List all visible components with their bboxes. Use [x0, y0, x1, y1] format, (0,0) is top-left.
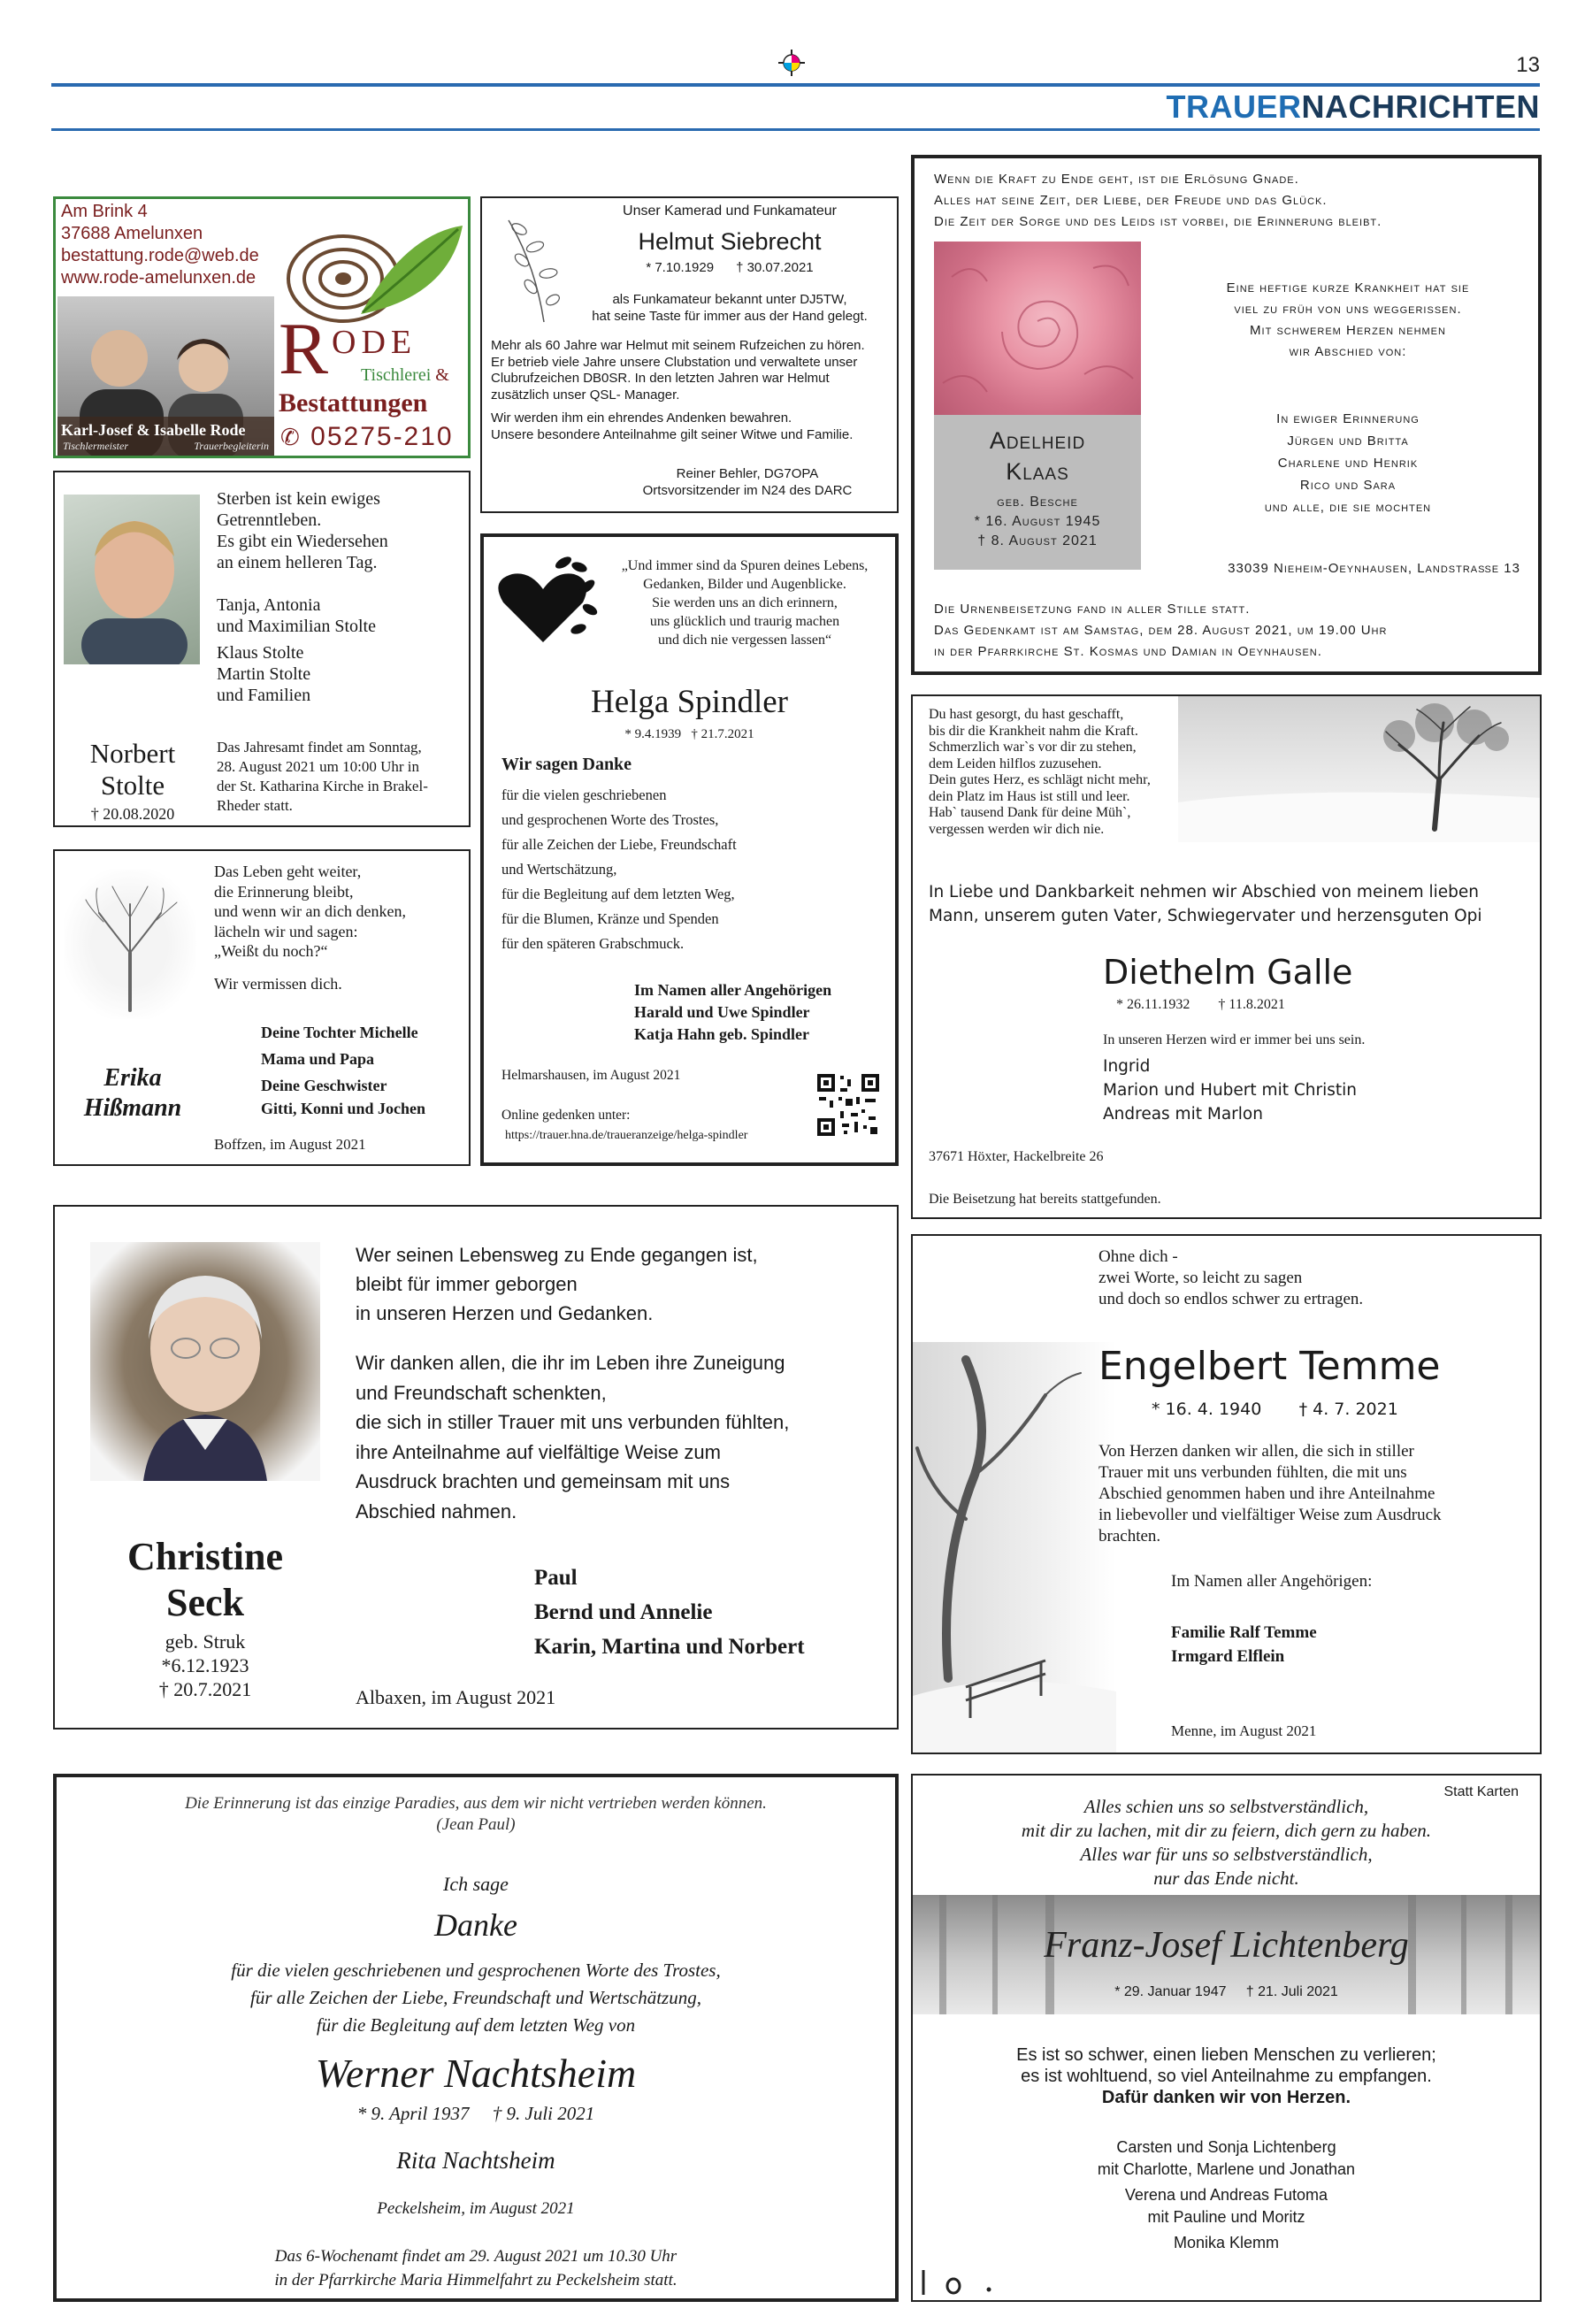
klaas-memory-2: Jürgen und Britta: [1287, 433, 1409, 449]
klaas-verse-2: Alles hat seine Zeit, der Liebe, der Freude und das Glück.: [934, 193, 1328, 208]
stolte-note-1: Das Jahresamt findet am Sonntag,: [217, 739, 422, 755]
temme-thanks-2: Trauer mit uns verbunden fühlten, die mit uns: [1099, 1463, 1407, 1482]
galle-name: Diethelm Galle: [1103, 953, 1353, 992]
galle-family: [1103, 1055, 1357, 1126]
klaas-notes: [934, 599, 1387, 663]
temme-verse-3: und doch so endlos schwer zu ertragen.: [1099, 1290, 1364, 1308]
spindler-quote-4: uns glücklich und traurig machen: [649, 614, 840, 629]
temme-name: Engelbert Temme: [1099, 1344, 1441, 1389]
heart-leaves-icon: [494, 549, 601, 651]
spindler-sign-3: Katja Hahn geb. Spindler: [634, 1025, 810, 1043]
rode-owners-photo: [57, 296, 274, 456]
temme-thanks-3: Abschied genommen haben und ihre Anteilnahme: [1099, 1484, 1435, 1503]
siebrecht-callsign-1: als Funkamateur bekannt unter DJ5TW,: [612, 292, 847, 307]
klaas-intro: [1171, 278, 1525, 363]
registration-mark-icon: [778, 50, 805, 76]
siebrecht-body-1: Mehr als 60 Jahre war Helmut mit seinem Rufzeichen zu hören.: [491, 338, 865, 353]
seck-photo: [90, 1242, 320, 1481]
temme-thanks-4: in liebevoller und vielfältiger Weise zum Ausdruck: [1099, 1506, 1442, 1524]
lichtenberg-text-1: Es ist so schwer, einen lieben Menschen zu verlieren;: [1016, 2045, 1436, 2065]
stolte-note: [217, 738, 428, 816]
spindler-quote: [599, 556, 891, 649]
klaas-notice: [911, 155, 1542, 675]
seck-family-1: Paul: [534, 1566, 578, 1590]
klaas-verse: [934, 169, 1382, 233]
seck-death: † 20.7.2021: [158, 1678, 252, 1700]
hissmann-lastname: Hißmann: [83, 1094, 182, 1122]
temme-thanks-1: Von Herzen danken wir allen, die sich in stiller: [1099, 1442, 1414, 1461]
stolte-notice: [53, 471, 471, 827]
rode-role-left: Tischlermeister: [63, 440, 128, 452]
galle-verse-1: Du hast gesorgt, du hast geschafft,: [929, 707, 1124, 722]
stolte-death: † 20.08.2020: [90, 805, 175, 823]
spindler-thanks: Wir sagen Danke: [501, 755, 632, 774]
rode-email[interactable]: bestattung.rode@web.de: [61, 246, 259, 265]
winter-tree-photo: [1178, 696, 1542, 842]
seck-thanks-6: Abschied nahmen.: [356, 1499, 517, 1522]
hissmann-miss: Wir vermissen dich.: [214, 974, 342, 993]
seck-birth: *6.12.1923: [161, 1654, 249, 1676]
hissmann-name-block: [58, 1063, 207, 1124]
section-title-bold: TRAUER: [1166, 88, 1302, 125]
page-number: 13: [1516, 53, 1540, 77]
hissmann-verse-4: lächeln wir und sagen:: [214, 922, 358, 940]
branch-sketch-icon: [500, 211, 570, 326]
seck-thanks-3: die sich in stiller Trauer mit uns verbunden fühlten,: [356, 1411, 790, 1433]
lichtenberg-dates: * 29. Januar 1947 † 21. Juli 2021: [1114, 1984, 1338, 1999]
klaas-verse-3: Die Zeit der Sorge und des Leids ist vorbei, die Erinnerung bleibt.: [934, 214, 1382, 229]
stolte-lastname: Stolte: [100, 770, 165, 801]
temme-thanks: [1099, 1441, 1442, 1547]
stolte-note-3: der St. Katharina Kirche in Brakel-: [217, 778, 428, 794]
hissmann-verse-3: und wenn wir an dich denken,: [214, 902, 406, 920]
klaas-death: † 8. August 2021: [977, 533, 1098, 548]
stolte-verse: [217, 488, 388, 706]
klaas-address: 33039 Nieheim-Oeynhausen, Landstraße 13: [1228, 561, 1520, 576]
stolte-name-block: [58, 738, 207, 824]
klaas-lastname: Klaas: [1006, 458, 1069, 485]
rode-tischlerei-label: Tischlerei: [361, 365, 432, 385]
temme-place: Menne, im August 2021: [1171, 1722, 1317, 1739]
rode-ampersand: &: [435, 365, 449, 385]
temme-verse: [1099, 1246, 1363, 1310]
spindler-quote-2: Gedanken, Bilder und Augenblicke.: [643, 577, 846, 592]
klaas-intro-4: wir Abschied von:: [1289, 344, 1407, 359]
spindler-line-6: für die Blumen, Kränze und Spenden: [501, 910, 719, 927]
klaas-memory: [1171, 408, 1525, 518]
nachtsheim-ich-sage: Ich sage: [443, 1873, 509, 1895]
seck-firstname: Christine: [127, 1535, 283, 1578]
spindler-online-label: Online gedenken unter:: [501, 1108, 631, 1123]
nachtsheim-note-2: in der Pfarrkirche Maria Himmelfahrt zu Peckelsheim statt.: [274, 2271, 677, 2289]
rode-phone[interactable]: 05275-210: [310, 422, 454, 451]
stolte-verse-3: Es gibt ein Wiedersehen: [217, 532, 388, 551]
lichtenberg-family-1: Carsten und Sonja Lichtenberg: [1116, 2138, 1336, 2156]
stolte-family-3: Klaus Stolte: [217, 643, 304, 663]
nachtsheim-quote-author: (Jean Paul): [436, 1815, 516, 1834]
seck-verse-1: Wer seinen Lebensweg zu Ende gegangen ist,: [356, 1244, 758, 1266]
galle-dates: * 26.11.1932 † 11.8.2021: [1116, 997, 1285, 1012]
rode-street: Am Brink 4: [61, 202, 148, 221]
galle-verse-6: dein Platz im Haus ist still und leer.: [929, 788, 1130, 804]
rode-logo-rest: ODE: [332, 324, 417, 361]
nachtsheim-dates: * 9. April 1937 † 9. Juli 2021: [356, 2103, 595, 2124]
galle-notice: [911, 694, 1542, 1219]
temme-verse-1: Ohne dich -: [1099, 1247, 1178, 1266]
lichtenberg-family-4: mit Pauline und Moritz: [1147, 2208, 1305, 2226]
stolte-verse-1: Sterben ist kein ewiges: [217, 489, 380, 509]
siebrecht-callsign-2: hat seine Taste für immer aus der Hand gelegt.: [592, 309, 868, 324]
stolte-family-1: Tanja, Antonia: [217, 595, 321, 615]
stolte-firstname: Norbert: [89, 738, 176, 769]
lichtenberg-verse-1: Alles schien uns so selbstverständlich,: [1083, 1796, 1369, 1817]
galle-family-3: Andreas mit Marlon: [1103, 1105, 1263, 1124]
galle-verse: [929, 707, 1151, 838]
siebrecht-callsign: [570, 291, 889, 325]
siebrecht-body-3: Clubrufzeichen DB0SR. In den letzten Jahren war Helmut: [491, 371, 830, 386]
qr-code-icon[interactable]: [815, 1072, 881, 1138]
spindler-line-4: und Wertschätzung,: [501, 861, 617, 878]
lichtenberg-verse-4: nur das Ende nicht.: [1153, 1868, 1299, 1889]
seck-thanks: [356, 1348, 789, 1526]
klaas-memory-1: In ewiger Erinnerung: [1276, 411, 1420, 426]
siebrecht-sign: [615, 465, 880, 499]
galle-intro: [929, 880, 1482, 928]
lichtenberg-notice: [911, 1774, 1542, 2302]
spindler-dates: * 9.4.1939 † 21.7.2021: [624, 727, 754, 741]
seck-family-2: Bernd und Annelie: [534, 1600, 713, 1624]
siebrecht-sign-1: Reiner Behler, DG7OPA: [676, 466, 819, 481]
lichtenberg-thanks: Dafür danken wir von Herzen.: [1101, 2088, 1351, 2107]
galle-intro-2: Mann, unserem guten Vater, Schwiegervater und herzensguten Opi: [929, 907, 1482, 925]
rode-logo-letter: R: [279, 308, 329, 390]
klaas-memory-3: Charlene und Henrik: [1277, 456, 1419, 471]
klaas-intro-3: Mit schwerem Herzen nehmen: [1250, 323, 1446, 338]
temme-dates: * 16. 4. 1940 † 4. 7. 2021: [1152, 1400, 1398, 1419]
stolte-photo: [64, 495, 200, 664]
spindler-line-1: für die vielen geschriebenen: [501, 786, 667, 803]
galle-verse-3: Schmerzlich war`s vor dir zu stehen,: [929, 740, 1137, 755]
spindler-line-7: für den späteren Grabschmuck.: [501, 935, 685, 952]
seck-born: geb. Struk: [165, 1630, 246, 1653]
hissmann-family-4: Gitti, Konni und Jochen: [261, 1100, 426, 1117]
nachtsheim-note-1: Das 6-Wochenamt findet am 29. August 2021 um 10.30 Uhr: [274, 2247, 677, 2266]
lichtenberg-name: Franz-Josef Lichtenberg: [1044, 1925, 1409, 1966]
seck-thanks-2: und Freundschaft schenkten,: [356, 1381, 607, 1404]
spindler-online-url[interactable]: https://trauer.hna.de/traueranzeige/helga-spindler: [505, 1129, 748, 1142]
header-rule-bottom: [51, 128, 1540, 131]
spindler-sign: [634, 979, 831, 1046]
rode-bestattungen: Bestattungen: [279, 388, 428, 418]
temme-sign-intro: Im Namen aller Angehörigen:: [1171, 1572, 1373, 1591]
lichtenberg-statt: Statt Karten: [1443, 1784, 1519, 1799]
bare-tree-photo: [64, 869, 196, 1019]
nachtsheim-name: Werner Nachtsheim: [315, 2051, 637, 2096]
nachtsheim-line-3: für die Begleitung auf dem letzten Weg von: [316, 2014, 636, 2036]
rode-phone-row: [280, 422, 454, 452]
hissmann-family-1: Deine Tochter Michelle: [261, 1024, 418, 1041]
nachtsheim-notice: [53, 1774, 899, 2302]
galle-verse-2: bis dir die Krankheit nahm die Kraft.: [929, 723, 1138, 739]
temme-sign-1: Familie Ralf Temme: [1171, 1623, 1317, 1642]
klaas-name-panel: [934, 415, 1141, 570]
spindler-sign-1: Im Namen aller Angehörigen: [634, 981, 832, 999]
hissmann-firstname: Erika: [103, 1064, 162, 1092]
siebrecht-name: Helmut Siebrecht: [638, 228, 822, 255]
seck-notice: [53, 1205, 899, 1730]
klaas-verse-1: Wenn die Kraft zu Ende geht, ist die Erlösung Gnade.: [934, 172, 1299, 187]
klaas-memory-4: Rico und Sara: [1299, 478, 1397, 493]
nachtsheim-place: Peckelsheim, im August 2021: [377, 2199, 575, 2218]
rode-role-right: Trauerbegleiterin: [194, 440, 269, 452]
hissmann-place: Boffzen, im August 2021: [214, 1136, 366, 1153]
seck-verse: [356, 1240, 758, 1328]
rode-city: 37688 Amelunxen: [61, 224, 203, 243]
klaas-intro-2: viel zu früh von uns weggerissen.: [1234, 302, 1462, 317]
galle-verse-8: vergessen werden wir dich nie.: [929, 821, 1105, 837]
nachtsheim-line-1: für die vielen geschriebenen und gesprochenen Worte des Trostes,: [231, 1960, 721, 1981]
galle-address: 37671 Höxter, Hackelbreite 26: [929, 1149, 1104, 1164]
siebrecht-body-6: Unsere besondere Anteilnahme gilt seiner Witwe und Familie.: [491, 426, 854, 442]
klaas-intro-1: Eine heftige kurze Krankheit hat sie: [1226, 280, 1470, 295]
spindler-line-5: für die Begleitung auf dem letzten Weg,: [501, 886, 735, 902]
spindler-sign-2: Harald und Uwe Spindler: [634, 1003, 810, 1021]
klaas-note-1: Die Urnenbeisetzung fand in aller Stille statt.: [934, 602, 1251, 617]
hissmann-notice: [53, 849, 471, 1166]
siebrecht-sign-2: Ortsvorsitzender im N24 des DARC: [642, 483, 853, 498]
stolte-note-4: Rheder statt.: [217, 797, 293, 814]
nachtsheim-quote: [57, 1793, 895, 1836]
siebrecht-body-5: Wir werden ihm ein ehrendes Andenken bewahren.: [491, 410, 792, 426]
seck-lastname: Seck: [166, 1581, 244, 1624]
galle-verse-7: Hab` tausend Dank für deine Müh`,: [929, 805, 1131, 820]
stolte-verse-4: an einem helleren Tag.: [217, 553, 378, 572]
klaas-note-3: in der Pfarrkirche St. Kosmas und Damian in Oeynhausen.: [934, 644, 1322, 659]
klaas-born: geb. Besche: [997, 495, 1078, 510]
seck-dates-block: [64, 1630, 347, 1701]
lichtenberg-family-5: Monika Klemm: [1173, 2234, 1280, 2251]
hissmann-verse-2: die Erinnerung bleibt,: [214, 882, 354, 901]
siebrecht-dates: * 7.10.1929 † 30.07.2021: [646, 260, 814, 275]
nachtsheim-line-2: für alle Zeichen der Liebe, Freundschaft und Wertschätzung,: [250, 1987, 701, 2008]
seck-family-3: Karin, Martina und Norbert: [534, 1635, 805, 1659]
spindler-quote-1: „Und immer sind da Spuren deines Lebens,: [621, 558, 869, 573]
temme-thanks-5: brachten.: [1099, 1527, 1161, 1545]
lichtenberg-text-2: es ist wohltuend, so viel Anteilnahme zu empfangen.: [1021, 2067, 1432, 2086]
corner-scribble-icon: [918, 2266, 1024, 2298]
seck-verse-2: bleibt für immer geborgen: [356, 1273, 578, 1295]
seck-thanks-1: Wir danken allen, die ihr im Leben ihre Zuneigung: [356, 1352, 785, 1374]
tree-bench-photo: [913, 1342, 1116, 1754]
seck-verse-3: in unseren Herzen und Gedanken.: [356, 1302, 654, 1324]
rode-ad: [53, 196, 471, 458]
rode-tischlerei: [361, 365, 449, 386]
stolte-family-5: und Familien: [217, 686, 311, 705]
section-title-rest: NACHRICHTEN: [1301, 88, 1540, 125]
seck-family: [534, 1561, 805, 1664]
hissmann-verse: [214, 862, 406, 993]
hissmann-verse-1: Das Leben geht weiter,: [214, 863, 362, 880]
galle-verse-5: Dein gutes Herz, es schlägt nicht mehr,: [929, 772, 1151, 787]
nachtsheim-sign: Rita Nachtsheim: [396, 2147, 555, 2174]
nachtsheim-lines: [57, 1957, 895, 2039]
spindler-place: Helmarshausen, im August 2021: [501, 1068, 681, 1083]
spindler-lines: [501, 783, 737, 956]
spindler-quote-3: Sie werden uns an dich erinnern,: [652, 595, 838, 610]
galle-verse-4: dem Leiden hilflos zuzusehen.: [929, 755, 1102, 771]
hissmann-family-3: Deine Geschwister: [261, 1077, 387, 1094]
galle-family-1: Ingrid: [1103, 1057, 1151, 1076]
nachtsheim-quote-text: Die Erinnerung ist das einzige Paradies, aus dem wir nicht vertrieben werden können.: [185, 1794, 767, 1813]
spindler-notice: [480, 533, 899, 1166]
lichtenberg-family-3: Verena und Andreas Futoma: [1124, 2186, 1328, 2204]
section-title: [1167, 88, 1541, 126]
hissmann-family: [261, 1019, 425, 1118]
siebrecht-body: [491, 338, 893, 443]
lichtenberg-text: [913, 2044, 1540, 2108]
galle-intro-1: In Liebe und Dankbarkeit nehmen wir Abschied von meinem lieben: [929, 883, 1479, 901]
header-rule-top: [51, 83, 1540, 87]
klaas-memory-5: und alle, die sie mochten: [1264, 500, 1432, 515]
seck-name-block: [64, 1534, 347, 1626]
hissmann-family-2: Mama und Papa: [261, 1050, 375, 1068]
siebrecht-body-2: Er betrieb viele Jahre unsere Clubstation und verwaltete unser: [491, 354, 858, 370]
siebrecht-notice: [480, 196, 899, 513]
galle-note: Die Beisetzung hat bereits stattgefunden.: [929, 1192, 1161, 1207]
spindler-line-3: für alle Zeichen der Liebe, Freundschaft: [501, 836, 737, 853]
klaas-birth: * 16. August 1945: [974, 514, 1101, 529]
spindler-name: Helga Spindler: [591, 684, 788, 720]
stolte-note-2: 28. August 2021 um 10:00 Uhr in: [217, 758, 420, 775]
klaas-note-2: Das Gedenkamt ist am Samstag, dem 28. August 2021, um 19.00 Uhr: [934, 623, 1388, 638]
rose-photo: [934, 242, 1141, 415]
klaas-firstname: Adelheid: [989, 427, 1086, 454]
stolte-family-4: Martin Stolte: [217, 664, 311, 684]
nachtsheim-danke: Danke: [434, 1907, 517, 1943]
stolte-family-2: und Maximilian Stolte: [217, 617, 376, 636]
temme-sign-2: Irmgard Elflein: [1171, 1647, 1285, 1666]
rode-website[interactable]: www.rode-amelunxen.de: [61, 268, 256, 288]
phone-icon: ✆: [280, 424, 302, 450]
rode-names: Karl-Josef & Isabelle Rode: [61, 421, 246, 439]
temme-sign: [1171, 1621, 1317, 1668]
siebrecht-intro: Unser Kamerad und Funkamateur: [623, 203, 837, 219]
galle-family-intro: In unseren Herzen wird er immer bei uns sein.: [1103, 1032, 1366, 1047]
galle-family-2: Marion und Hubert mit Christin: [1103, 1081, 1357, 1100]
lichtenberg-family-2: mit Charlotte, Marlene und Jonathan: [1097, 2160, 1356, 2178]
temme-verse-2: zwei Worte, so leicht zu sagen: [1099, 1269, 1303, 1287]
lichtenberg-verse-3: Alles war für uns so selbstverständlich,: [1080, 1844, 1373, 1865]
stolte-verse-2: Getrenntleben.: [217, 510, 322, 530]
lichtenberg-verse-2: mit dir zu lachen, mit dir zu feiern, dich gern zu haben.: [1021, 1820, 1432, 1841]
lichtenberg-verse: [913, 1795, 1540, 1891]
seck-thanks-4: ihre Anteilnahme auf vielfältige Weise zum: [356, 1440, 721, 1463]
siebrecht-body-4: zusätzlich unser QSL- Manager.: [491, 387, 680, 403]
seck-thanks-5: Ausdruck brachten und gemeinsam mit uns: [356, 1470, 731, 1492]
hissmann-verse-5: „Weißt du noch?“: [214, 942, 328, 960]
lichtenberg-family: [913, 2136, 1540, 2254]
seck-place: Albaxen, im August 2021: [356, 1686, 556, 1708]
spindler-quote-5: und dich nie vergessen lassen“: [657, 633, 832, 648]
temme-notice: [911, 1234, 1542, 1754]
rode-address: [61, 201, 259, 289]
nachtsheim-note: [57, 2244, 895, 2292]
spindler-line-2: und gesprochenen Worte des Trostes,: [501, 811, 719, 828]
